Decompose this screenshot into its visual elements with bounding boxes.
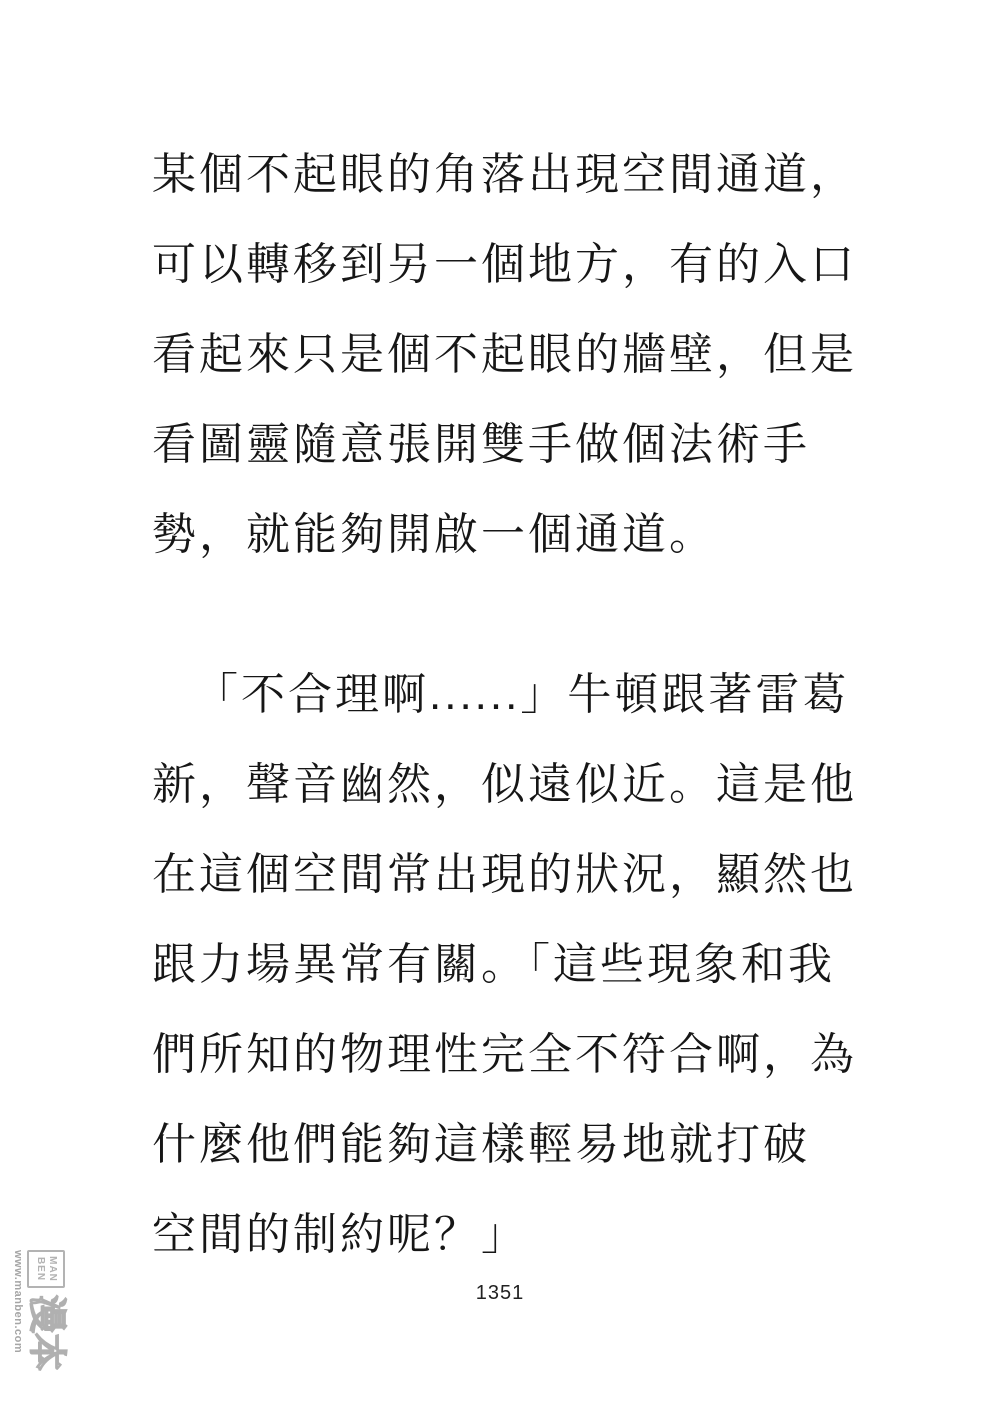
text-line: 看起來只是個不起眼的牆壁，但是 xyxy=(152,330,857,379)
text-line: 勢，就能夠開啟一個通道。 xyxy=(152,510,716,559)
watermark-logo-row xyxy=(26,1250,66,1414)
text-line: 看圖靈隨意張開雙手做個法術手 xyxy=(152,420,810,469)
text-line: 「不合理啊......」牛頓跟著雷葛 xyxy=(194,670,850,719)
body-text xyxy=(152,125,868,1275)
text-line: 空間的制約呢？」 xyxy=(152,1210,528,1259)
text-line: 可以轉移到另一個地方，有的入口 xyxy=(152,240,857,289)
manben-logo-icon xyxy=(27,1250,65,1288)
text-line: 新，聲音幽然，似遠似近。這是他 xyxy=(152,760,857,809)
manben-watermark xyxy=(12,1250,66,1414)
paragraph xyxy=(152,125,868,575)
watermark-url: www.manben.com xyxy=(12,1250,24,1354)
text-line: 某個不起眼的角落出現空間通道， xyxy=(152,150,857,199)
logo-text-line: BEN xyxy=(35,1256,46,1282)
watermark-cjk-logotype: 漫本 xyxy=(25,1295,67,1372)
text-line: 們所知的物理性完全不符合啊，為 xyxy=(152,1030,857,1079)
page-number: 1351 xyxy=(475,1282,525,1304)
logo-text-line: MAN xyxy=(47,1256,58,1282)
text-line: 什麼他們能夠這樣輕易地就打破 xyxy=(152,1120,810,1169)
text-line: 在這個空間常出現的狀況，顯然也 xyxy=(152,850,857,899)
text-line: 跟力場異常有關。「這些現象和我 xyxy=(152,940,835,989)
paragraph xyxy=(152,645,868,1275)
